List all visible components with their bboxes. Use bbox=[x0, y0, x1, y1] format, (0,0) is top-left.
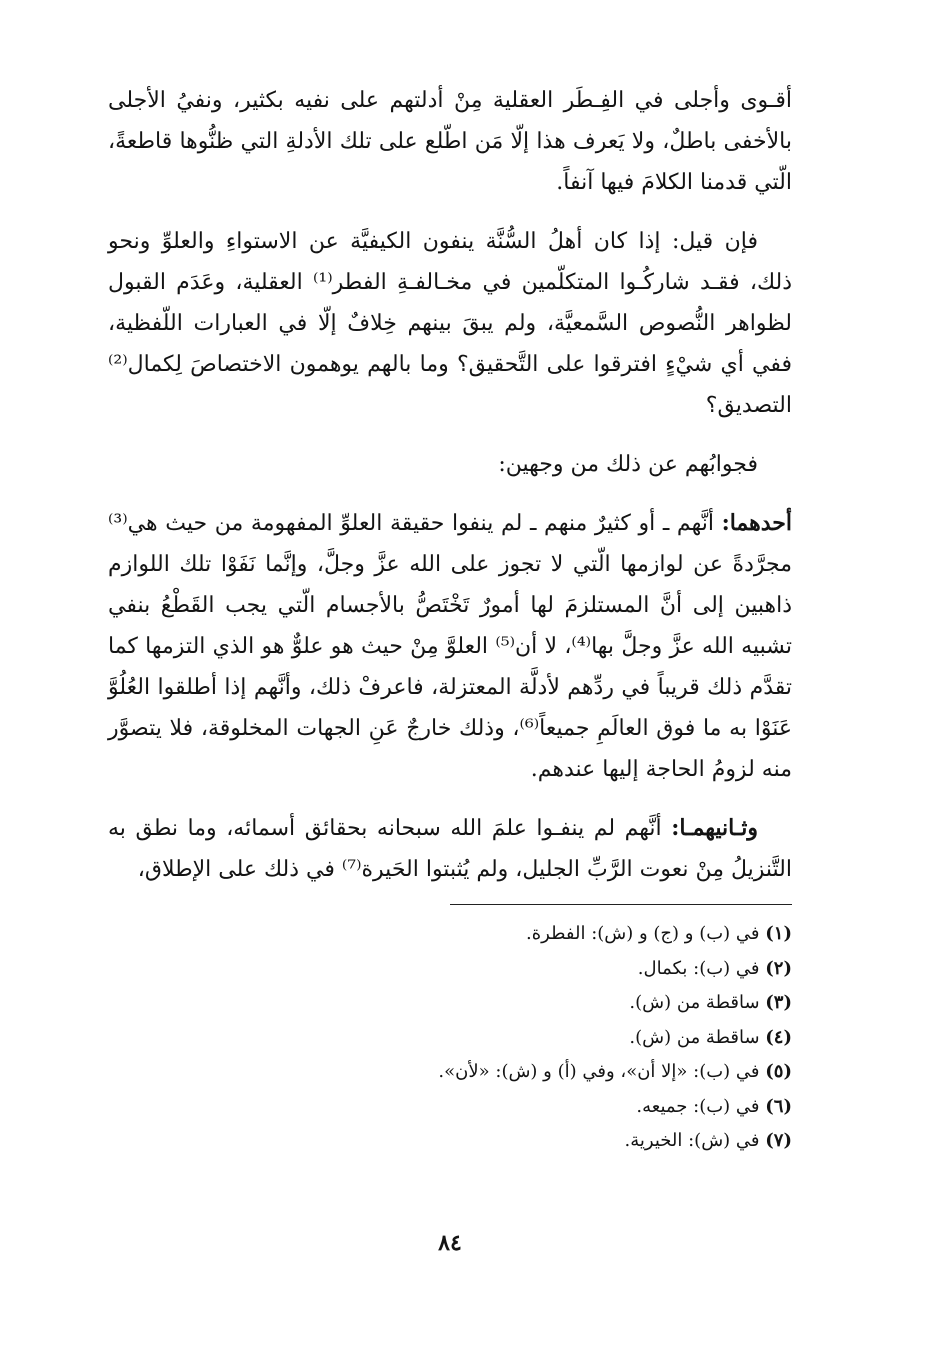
footnote-text: في (ب) و (ج) و (ش): الفطرة. bbox=[526, 923, 760, 944]
footnote-item bbox=[108, 952, 792, 987]
footnote-number: (٣) bbox=[765, 992, 792, 1013]
footnote-number: (٧) bbox=[765, 1130, 792, 1151]
footnote-item bbox=[108, 1055, 792, 1090]
footnote-item bbox=[108, 1124, 792, 1159]
paragraph-continuation: أقـوى وأجلى في الفِـطَر العقلية مِنْ أدلتهم على نفيه بكثير، ونفيُ الأجلى بالأخفى باطلٌ، ولا يَعرف هذا إلّا مَن اطّلع على تلك الأدلةِ التي ظنُّوها قاطعةً، الّتي قدمنا الكلامَ فيها آنفاً. bbox=[108, 88, 792, 195]
footnote-number: (٦) bbox=[765, 1095, 792, 1117]
footnote-number: (١) bbox=[765, 923, 792, 944]
paragraph-answer-intro: فجوابُهم عن ذلك من وجهين: bbox=[498, 452, 758, 477]
footnote-item bbox=[108, 986, 792, 1021]
second-aspect-text: أنَّهم لم ينفـوا علمَ الله سبحانه بحقائق أسمائه، وما نطق به التَّنزيلُ مِنْ نعوت الرَّبِّ الجليل، ولم يُثبتوا الحَيرة⁽⁷⁾ في ذلك على الإطلاق، bbox=[108, 816, 792, 882]
paragraph-second-aspect bbox=[108, 808, 792, 890]
footnote-text: ساقطة من (ش). bbox=[629, 1026, 760, 1048]
footnote-divider bbox=[450, 904, 792, 905]
book-page bbox=[108, 80, 792, 1310]
footnote-item bbox=[108, 1090, 792, 1125]
footnote-text: ساقطة من (ش). bbox=[629, 992, 760, 1013]
first-aspect-heading: أحدهما: bbox=[721, 510, 792, 536]
paragraph-objection: فإن قيل: إذا كان أهلُ السُّنَّة ينفون الكيفيَّة عن الاستواءِ والعلوِّ ونحو ذلك، فقـد شاركُـوا المتكلّمين في مخـالفـةِ الفطر⁽¹⁾ العقلية، وعَدَم القبول لظواهر النُّصوص السَّمعيَّة، ولم يبقَ بينهم خِلافٌ إلّا في العبارات اللّفظية، ففي أي شيْءٍ افترقوا على التَّحقيق؟ وما بالهم يوهمون الاختصاصَ لِكمال⁽²⁾ التصديق؟ bbox=[108, 229, 792, 418]
footnotes-list bbox=[108, 917, 792, 1159]
page-number: ٨٤ bbox=[438, 1230, 462, 1256]
footnote-item bbox=[108, 917, 792, 952]
footnote-number: (٥) bbox=[765, 1061, 792, 1082]
footnote-number: (٢) bbox=[765, 957, 792, 979]
footnote-text: في (ب): بكمال. bbox=[637, 957, 760, 979]
second-aspect-heading: وثـانيهمـا: bbox=[671, 815, 758, 841]
paragraph-first-aspect bbox=[108, 503, 792, 790]
footnote-text: في (ش): الخيرية. bbox=[624, 1130, 760, 1151]
footnote-text: في (ب): جميعه. bbox=[636, 1095, 760, 1117]
footnote-text: في (ب): «إلا أن»، وفي (أ) و (ش): «لأن». bbox=[438, 1061, 760, 1082]
footnote-item bbox=[108, 1021, 792, 1056]
footnote-number: (٤) bbox=[765, 1026, 792, 1048]
first-aspect-text: أنَّهم ـ أو كثيرٌ منهم ـ لم ينفوا حقيقة العلوِّ المفهومة من حيث هي⁽³⁾ مجرَّدةً عن لوازمها الّتي لا تجوز على الله عزَّ وجلَّ، وإنَّما نَفَوْا تلك اللوازم ذاهبين إلى أنَّ المستلزمَ لها أمورٌ تَخْتَصُّ بالأجسام الّتي يجب القَطْعُ بنفي تشبيه الله عزَّ وجلَّ بها⁽⁴⁾، لا أن⁽⁵⁾ العلوَّ مِنْ حيث هو علوٌّ هو الذي التزمها كما تقدَّم ذلك قريباً في ردِّهم لأدلَّة المعتزلة، فاعرفْ ذلك، وأنَّهم إذا أطلقوا العُلُوَّ عَنَوْا به ما فوق العالَمِ جميعاً⁽⁶⁾، وذلك خارجٌ عَنِ الجهات المخلوقة، فلا يتصوَّر منه لزومُ الحاجة إليها عندهم. bbox=[108, 511, 793, 782]
